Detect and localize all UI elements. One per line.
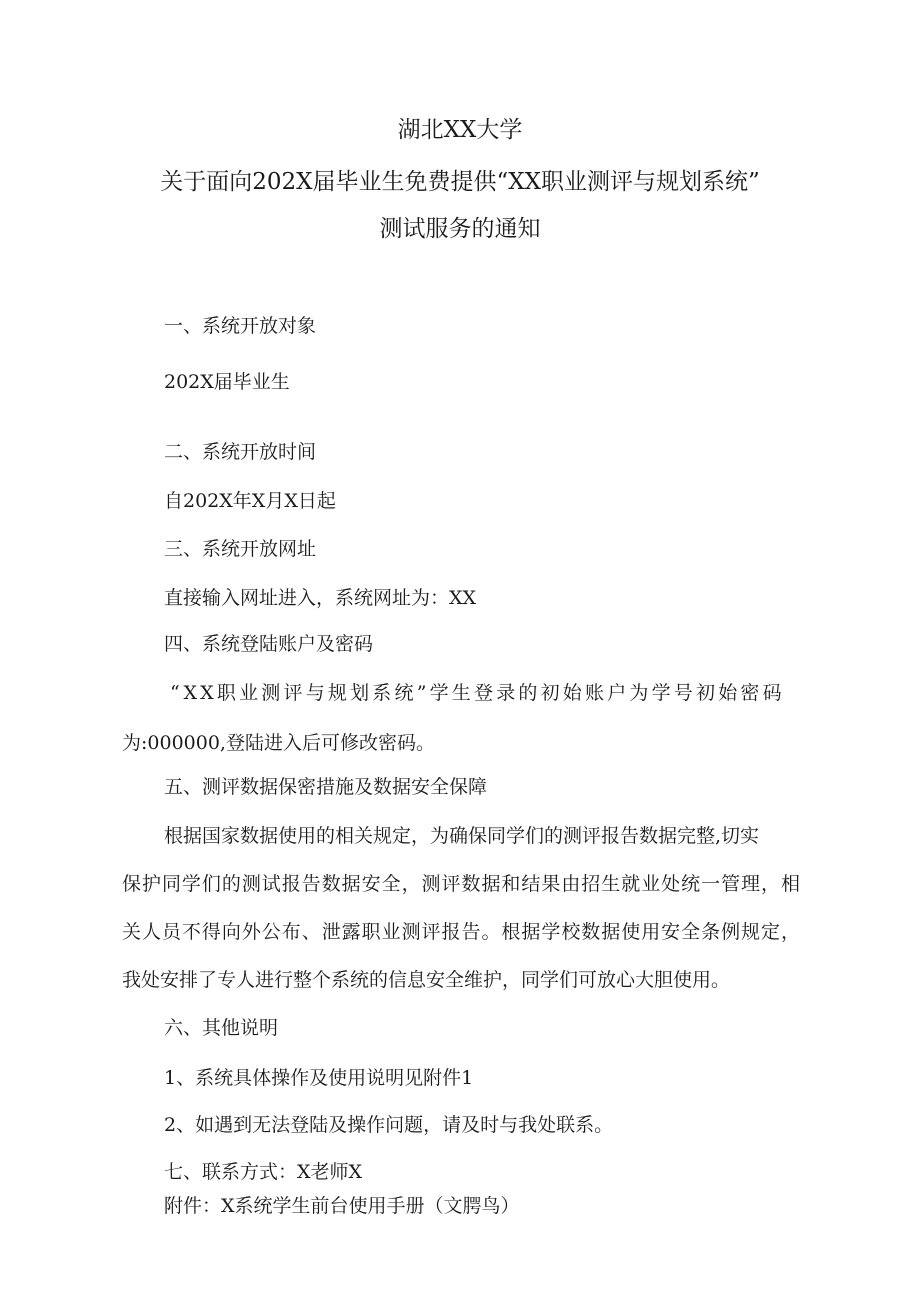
- document-title-subject: 关于面向202X届毕业生免费提供“XX职业测评与规划系统”: [160, 169, 760, 195]
- section-5-body-line-2: 保护同学们的测试报告数据安全，测评数据和结果由招生就业处统一管理，相: [122, 873, 800, 895]
- document-title-suffix: 测试服务的通知: [379, 216, 541, 242]
- section-5-body-line-3: 关人员不得向外公布、泄露职业测评报告。根据学校数据使用安全条例规定，: [122, 921, 800, 943]
- section-5-heading: 五、测评数据保密措施及数据安全保障: [164, 776, 488, 798]
- section-4-body-line-1: “XX职业测评与规划系统”学生登录的初始账户为学号初始密码: [170, 682, 785, 704]
- document-title-school: 湖北XX大学: [397, 117, 523, 143]
- section-3-heading: 三、系统开放网址: [164, 538, 317, 560]
- section-4-body-line-2: 为:000000,登陆进入后可修改密码。: [122, 732, 435, 754]
- section-5-body-line-4: 我处安排了专人进行整个系统的信息安全维护，同学们可放心大胆使用。: [122, 969, 731, 991]
- section-6-item-2: 2、如遇到无法登陆及操作问题，请及时与我处联系。: [164, 1114, 614, 1136]
- section-3-body: 直接输入网址进入，系统网址为：XX: [164, 587, 477, 609]
- section-4-heading: 四、系统登陆账户及密码: [164, 633, 374, 655]
- section-2-body: 自202X年X月X日起: [164, 490, 336, 512]
- section-6-heading: 六、其他说明: [164, 1017, 279, 1039]
- section-1-body: 202X届毕业生: [164, 371, 290, 393]
- section-7-heading: 七、联系方式：X老师X: [164, 1161, 363, 1183]
- attachment-note: 附件：X系统学生前台使用手册（文腭鸟）: [164, 1195, 520, 1217]
- section-1-heading: 一、系统开放对象: [164, 315, 317, 337]
- section-6-item-1: 1、系统具体操作及使用说明见附件1: [164, 1067, 474, 1089]
- section-2-heading: 二、系统开放时间: [164, 441, 317, 463]
- section-5-body-line-1: 根据国家数据使用的相关规定，为确保同学们的测评报告数据完整,切实: [164, 825, 760, 847]
